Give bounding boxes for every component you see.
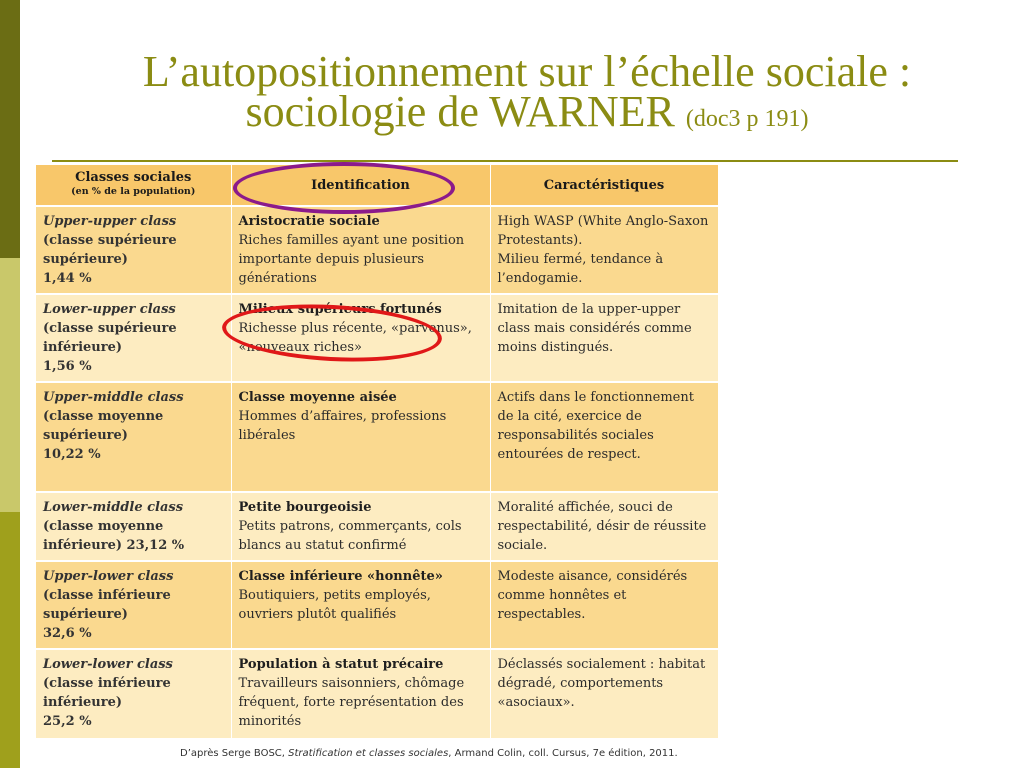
identification-heading: Classe inférieure «honnête» xyxy=(238,569,443,585)
cell-identification xyxy=(231,382,490,492)
header-col1-label: Classes sociales xyxy=(75,170,192,185)
cell-caracteristiques xyxy=(490,382,718,492)
source-prefix: D’après Serge BOSC, xyxy=(180,748,289,759)
cell-identification xyxy=(231,492,490,561)
table-row xyxy=(36,382,718,492)
decorative-side-bar-middle xyxy=(0,258,20,512)
cell-social-class xyxy=(36,649,231,739)
cell-caracteristiques xyxy=(490,294,718,381)
identification-heading: Milieux supérieurs fortunés xyxy=(238,302,442,318)
cell-caracteristiques xyxy=(490,206,718,294)
cell-social-class xyxy=(36,561,231,648)
source-suffix: , Armand Colin, coll. Cursus, 7e édition, 2011. xyxy=(448,748,678,759)
header-col1-sublabel: (en % de la population) xyxy=(71,186,196,197)
identification-description: Petits patrons, commerçants, cols blancs au statut confirmé xyxy=(238,519,462,554)
class-percentage: 25,2 % xyxy=(43,713,92,729)
class-percentage: 10,22 % xyxy=(43,446,101,462)
class-percentage: 1,56 % xyxy=(43,359,92,375)
header-identification: Identification xyxy=(231,165,490,206)
cell-social-class xyxy=(36,206,231,294)
class-french-name: (classe supérieure supérieure) xyxy=(43,233,177,267)
title-reference: (doc3 p 191) xyxy=(685,106,809,132)
cell-caracteristiques xyxy=(490,492,718,561)
identification-description: Hommes d’affaires, professions libérales xyxy=(238,408,447,443)
cell-caracteristiques xyxy=(490,649,718,739)
class-french-name: (classe inférieure supérieure) xyxy=(43,588,171,623)
class-english-name: Lower-middle class xyxy=(43,500,184,516)
cell-social-class xyxy=(36,382,231,492)
class-french-name: (classe supérieure inférieure) xyxy=(43,321,177,356)
caracteristiques-text: Moralité affichée, souci de respectabilité, désir de réussite sociale. xyxy=(497,500,707,554)
cell-identification xyxy=(231,561,490,648)
class-percentage: 32,6 % xyxy=(43,626,92,642)
class-english-name: Upper-middle class xyxy=(43,389,184,405)
source-book-title: Stratification et classes sociales xyxy=(288,748,449,759)
class-french-name: (classe moyenne inférieure) 23,12 % xyxy=(43,519,185,554)
title-underline xyxy=(52,160,958,162)
class-french-name: (classe moyenne supérieure) xyxy=(43,408,164,443)
identification-description: Boutiquiers, petits employés, ouvriers plutôt qualifiés xyxy=(238,588,431,623)
class-english-name: Lower-lower class xyxy=(43,656,173,672)
social-classes-table xyxy=(36,165,718,740)
class-english-name: Upper-upper class xyxy=(43,214,177,229)
cell-identification xyxy=(231,206,490,294)
identification-description: Richesse plus récente, «parvenus», «nouveaux riches» xyxy=(238,321,472,356)
cell-social-class xyxy=(36,492,231,561)
title-line-1: L’autopositionnement sur l’échelle sociale : xyxy=(142,47,912,96)
purple-highlight-circle xyxy=(233,162,455,214)
slide-title xyxy=(30,47,1024,139)
decorative-side-bar-bottom xyxy=(0,512,20,768)
class-french-name: (classe inférieure inférieure) xyxy=(43,675,171,710)
caracteristiques-text: Actifs dans le fonctionnement de la cité, exercice de responsabilités sociales entourées de respect. xyxy=(497,389,694,462)
table-row xyxy=(36,649,718,739)
decorative-side-bar-top xyxy=(0,0,20,258)
identification-description: Travailleurs saisonniers, chômage fréquent, forte représentation des minorités xyxy=(238,675,465,729)
class-english-name: Lower-upper class xyxy=(43,302,176,318)
table-row xyxy=(36,561,718,648)
identification-heading: Petite bourgeoisie xyxy=(238,500,372,516)
class-percentage: 1,44 % xyxy=(43,271,92,286)
class-english-name: Upper-lower class xyxy=(43,569,174,585)
caracteristiques-text: High WASP (White Anglo-Saxon Protestants). Milieu fermé, tendance à l’endogamie. xyxy=(497,214,709,286)
cell-identification xyxy=(231,649,490,739)
header-classes-sociales xyxy=(36,165,231,206)
caracteristiques-text: Imitation de la upper-upper class mais considérés comme moins distingués. xyxy=(497,302,692,356)
header-caracteristiques: Caractéristiques xyxy=(490,165,718,206)
identification-heading: Population à statut précaire xyxy=(238,656,444,672)
title-line-2: sociologie de WARNER xyxy=(245,87,675,136)
table-row xyxy=(36,492,718,561)
cell-caracteristiques xyxy=(490,561,718,648)
caracteristiques-text: Déclassés socialement : habitat dégradé, comportements «asociaux». xyxy=(497,656,706,710)
identification-description: Riches familles ayant une position importante depuis plusieurs générations xyxy=(238,233,465,286)
caracteristiques-text: Modeste aisance, considérés comme honnêtes et respectables. xyxy=(497,569,688,623)
source-citation xyxy=(180,748,740,759)
identification-heading: Classe moyenne aisée xyxy=(238,389,397,405)
cell-social-class xyxy=(36,294,231,381)
table-row xyxy=(36,206,718,294)
identification-heading: Aristocratie sociale xyxy=(238,214,380,229)
